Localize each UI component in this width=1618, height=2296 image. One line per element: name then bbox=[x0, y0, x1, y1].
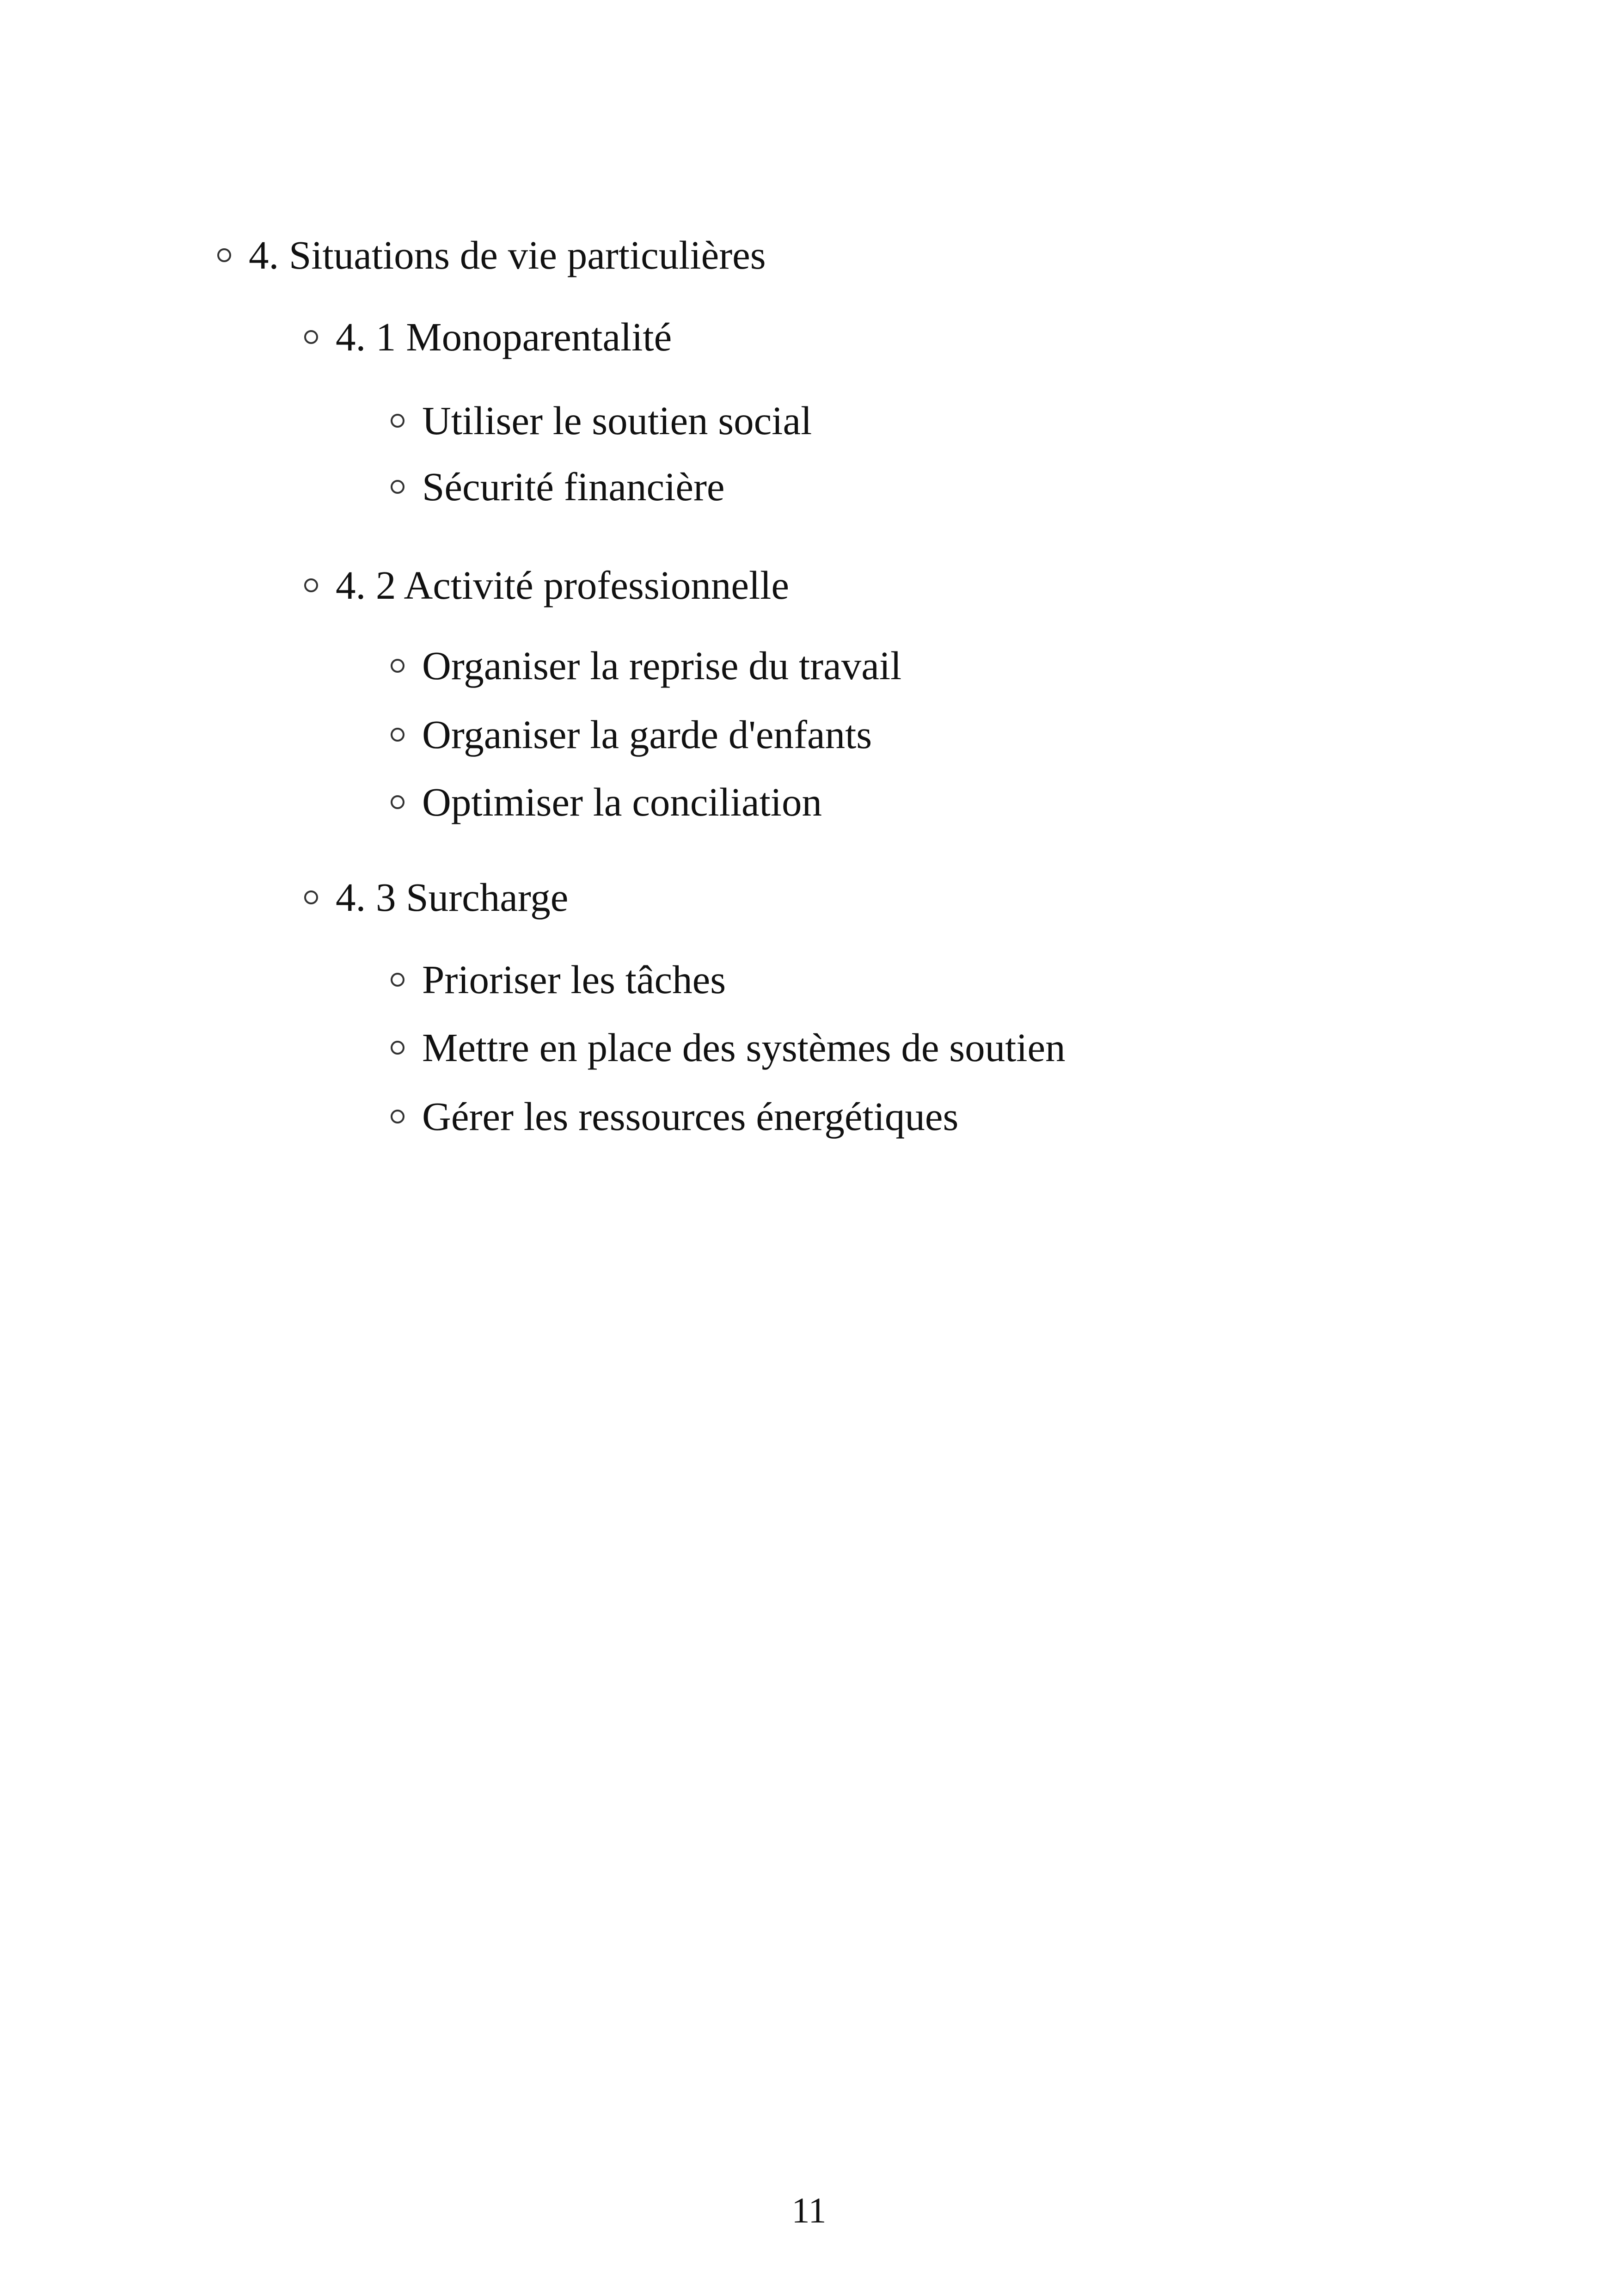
section-title: 4. Situations de vie particulières bbox=[249, 233, 766, 277]
list-item-text: Optimiser la conciliation bbox=[422, 780, 822, 824]
list-item-text: Organiser la garde d'enfants bbox=[422, 712, 872, 757]
hollow-circle-bullet-icon bbox=[391, 414, 404, 428]
subsection-heading bbox=[304, 563, 789, 608]
hollow-circle-bullet-icon bbox=[217, 248, 231, 262]
hollow-circle-bullet-icon bbox=[304, 330, 318, 344]
hollow-circle-bullet-icon bbox=[391, 1110, 404, 1123]
hollow-circle-bullet-icon bbox=[391, 1041, 404, 1055]
hollow-circle-bullet-icon bbox=[391, 659, 404, 673]
subsection-title: 4. 2 Activité professionnelle bbox=[336, 563, 789, 608]
subsection-heading bbox=[304, 314, 672, 359]
list-item-text: Prioriser les tâches bbox=[422, 957, 726, 1002]
subsection-title: 4. 1 Monoparentalité bbox=[336, 314, 672, 359]
list-item-text: Gérer les ressources énergétiques bbox=[422, 1094, 959, 1139]
hollow-circle-bullet-icon bbox=[391, 728, 404, 742]
page-number: 11 bbox=[791, 2190, 827, 2230]
list-item-text: Utiliser le soutien social bbox=[422, 398, 812, 443]
list-item bbox=[391, 1094, 959, 1139]
list-item-text: Sécurité financière bbox=[422, 464, 725, 509]
subsection-title: 4. 3 Surcharge bbox=[336, 875, 569, 920]
list-item bbox=[391, 782, 822, 822]
list-item bbox=[391, 400, 812, 441]
list-item bbox=[391, 464, 725, 509]
hollow-circle-bullet-icon bbox=[391, 480, 404, 494]
section-heading bbox=[217, 235, 766, 275]
list-item-text: Mettre en place des systèmes de soutien bbox=[422, 1025, 1066, 1070]
hollow-circle-bullet-icon bbox=[304, 890, 318, 904]
hollow-circle-bullet-icon bbox=[391, 973, 404, 987]
hollow-circle-bullet-icon bbox=[304, 578, 318, 592]
list-item bbox=[391, 645, 901, 686]
subsection-heading bbox=[304, 875, 569, 920]
hollow-circle-bullet-icon bbox=[391, 795, 404, 809]
list-item bbox=[391, 714, 872, 755]
list-item-text: Organiser la reprise du travail bbox=[422, 643, 902, 688]
list-item bbox=[391, 959, 726, 1000]
list-item bbox=[391, 1027, 1066, 1068]
